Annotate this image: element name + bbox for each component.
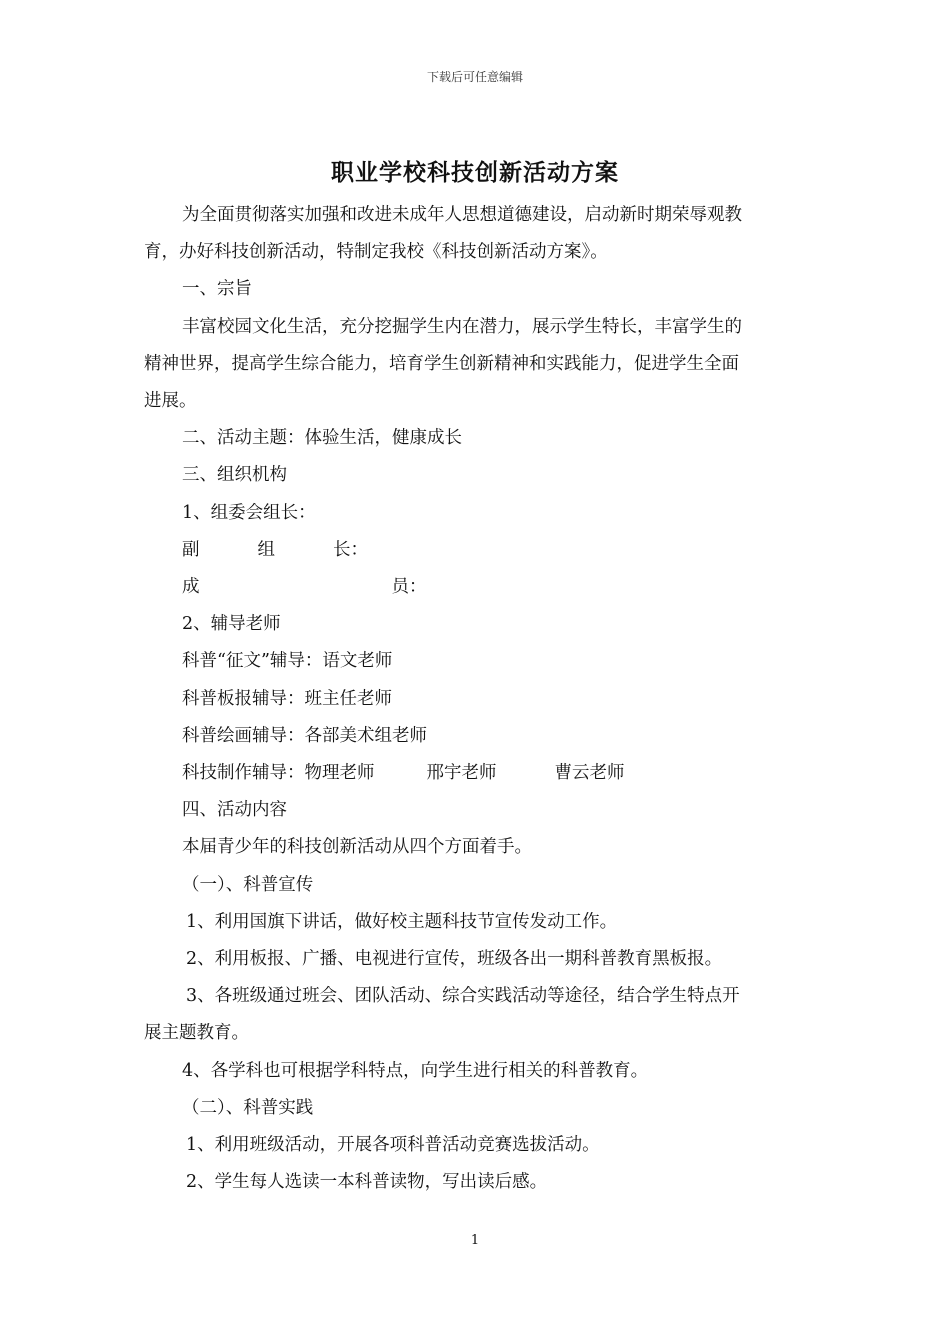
- vice-leader-char-1: 副: [182, 539, 200, 560]
- tech-tutor-line: [144, 755, 809, 792]
- members-line: [144, 569, 809, 606]
- list-item: 1、组委会组长：: [182, 502, 316, 523]
- header-note: 下载后可任意编辑: [426, 70, 523, 84]
- vice-leader-char-3: 长：: [333, 539, 368, 560]
- vice-leader-char-2: 组: [257, 539, 275, 560]
- members-char-2: 员：: [391, 577, 427, 598]
- paragraph-line: 育，办好科技创新活动，特制定我校《科技创新活动方案》。: [144, 242, 608, 263]
- section-heading: 二、活动主题：体验生活，健康成长: [182, 428, 462, 449]
- vice-leader-line: [144, 532, 809, 569]
- document-body: [144, 197, 809, 1201]
- list-item: 1、利用国旗下讲话，做好校主题科技节宣传发动工作。: [186, 911, 618, 932]
- paragraph-line: 进展。: [144, 391, 197, 412]
- paragraph-line: 为全面贯彻落实加强和改进未成年人思想道德建设，启动新时期荣辱观教: [182, 205, 742, 225]
- page-number: 1: [470, 1233, 480, 1248]
- list-item: 科普绘画辅导：各部美术组老师: [182, 725, 427, 746]
- tech-tutor-label: 科技制作辅导：物理老师: [182, 763, 375, 784]
- list-item: 科普“征文”辅导：语文老师: [182, 651, 393, 672]
- tech-tutor-name-2: 曹云老师: [554, 763, 625, 784]
- section-heading: 四、活动内容: [182, 800, 287, 821]
- tech-tutor-name-1: 邢宇老师: [426, 763, 497, 784]
- list-item: 2、辅导老师: [182, 614, 281, 635]
- list-item: 2、利用板报、广播、电视进行宣传，班级各出一期科普教育黑板报。: [186, 949, 723, 970]
- paragraph-line: 精神世界，提高学生综合能力，培育学生创新精神和实践能力，促进学生全面: [144, 353, 739, 374]
- paragraph-line: 展主题教育。: [144, 1023, 249, 1044]
- section-heading: 三、组织机构: [182, 465, 287, 486]
- list-item: 4、各学科也可根据学科特点，向学生进行相关的科普教育。: [182, 1060, 649, 1081]
- paragraph-line: 本届青少年的科技创新活动从四个方面着手。: [182, 837, 532, 858]
- list-item: 2、学生每人选读一本科普读物，写出读后感。: [186, 1172, 548, 1193]
- subsection-heading: （一）、科普宣传: [182, 874, 314, 895]
- section-heading: 一、宗旨: [182, 279, 252, 300]
- subsection-heading: （二）、科普实践: [182, 1097, 314, 1118]
- paragraph-line: 丰富校园文化生活，充分挖掘学生内在潜力，展示学生特长，丰富学生的: [182, 316, 742, 337]
- list-item: 1、利用班级活动，开展各项科普活动竞赛选拔活动。: [186, 1135, 600, 1156]
- list-item: 科普板报辅导：班主任老师: [182, 688, 392, 709]
- document-title: 职业学校科技创新活动方案: [331, 159, 619, 186]
- members-char-1: 成: [182, 577, 200, 598]
- list-item: 3、各班级通过班会、团队活动、综合实践活动等途径，结合学生特点开: [186, 986, 740, 1007]
